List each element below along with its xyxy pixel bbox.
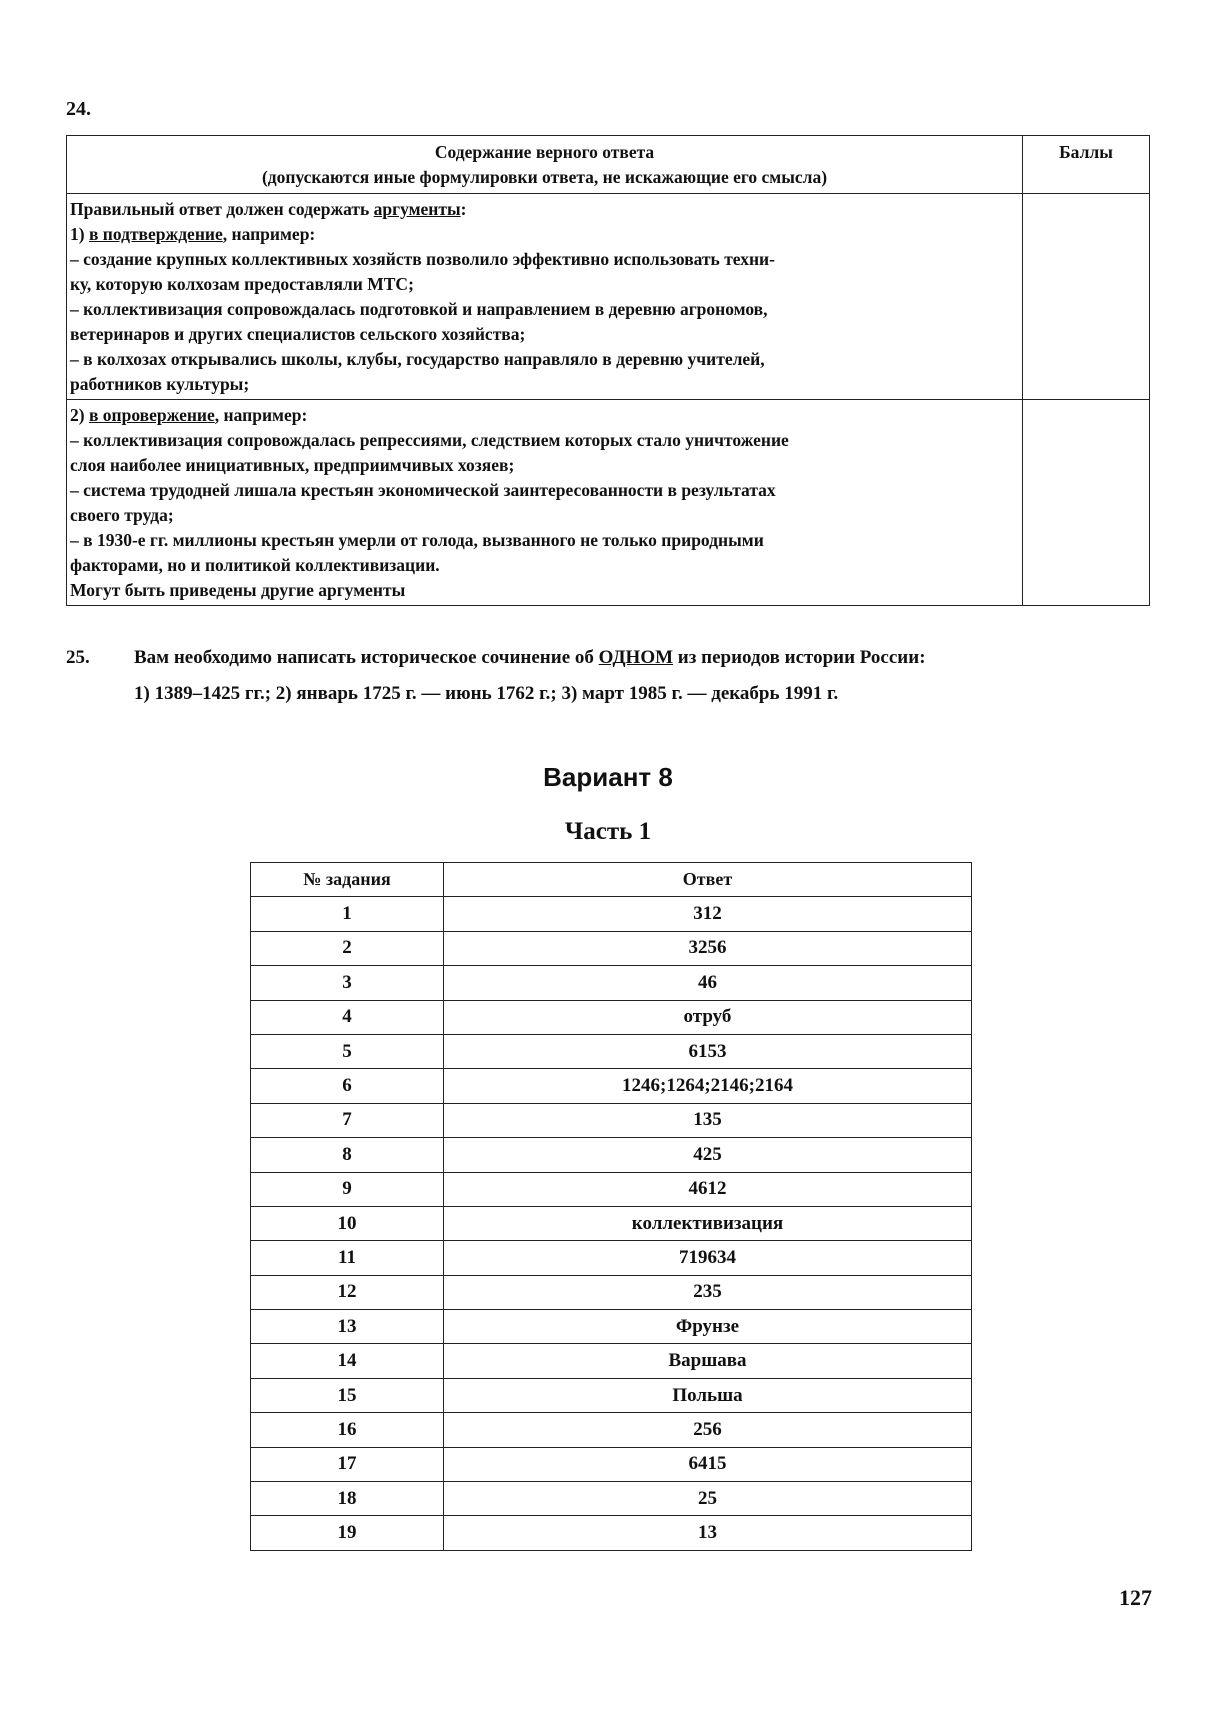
refute-prefix: 2) <box>70 405 89 425</box>
answer-value: 3256 <box>444 931 972 965</box>
answer-value: 135 <box>444 1103 972 1137</box>
answer-task-number: 13 <box>251 1310 444 1344</box>
answer-value: 719634 <box>444 1241 972 1275</box>
confirm-prefix: 1) <box>70 224 89 244</box>
q25-text-prefix: Вам необходимо написать историческое сочинение об <box>134 647 599 668</box>
answer-task-number: 18 <box>251 1482 444 1516</box>
question-24-criteria-table <box>66 135 1150 606</box>
header-content-line1: Содержание верного ответа <box>434 142 655 162</box>
refute-line: факторами, но и политикой коллективизации. <box>70 555 440 575</box>
criteria-confirm-content <box>67 194 1023 400</box>
confirm-line: ветеринаров и других специалистов сельского хозяйства; <box>70 324 526 344</box>
answers-header-row <box>251 863 972 897</box>
criteria-refute-heading <box>70 403 1022 428</box>
answer-task-number: 15 <box>251 1378 444 1412</box>
answer-row <box>251 1275 972 1309</box>
answer-task-number: 11 <box>251 1241 444 1275</box>
answer-task-number: 10 <box>251 1206 444 1240</box>
q25-text-suffix: из периодов истории России: <box>673 647 926 668</box>
answer-task-number: 8 <box>251 1138 444 1172</box>
answer-row <box>251 966 972 1000</box>
answer-value: коллективизация <box>444 1206 972 1240</box>
answer-value: 13 <box>444 1516 972 1550</box>
question-25-text <box>134 640 1154 676</box>
page-number: 127 <box>1119 1585 1152 1610</box>
answer-value: 425 <box>444 1138 972 1172</box>
criteria-refute-content <box>67 400 1023 606</box>
answer-row <box>251 1172 972 1206</box>
answer-task-number: 3 <box>251 966 444 1000</box>
part-title: Часть 1 <box>564 818 652 845</box>
answer-value: 6415 <box>444 1447 972 1481</box>
answer-value: 1246;1264;2146;2164 <box>444 1069 972 1103</box>
answer-row <box>251 1069 972 1103</box>
refute-suffix: , например: <box>214 405 308 425</box>
question-25-periods: 1) 1389–1425 гг.; 2) январь 1725 г. — июнь 1762 г.; 3) март 1985 г. — декабрь 1991 г. <box>134 683 839 704</box>
answer-task-number: 14 <box>251 1344 444 1378</box>
confirm-suffix: , например: <box>222 224 316 244</box>
criteria-row-refute <box>67 400 1150 606</box>
answer-row <box>251 1206 972 1240</box>
answers-body <box>251 897 972 1550</box>
answer-row <box>251 1344 972 1378</box>
refute-underlined: в опровержение <box>88 405 215 425</box>
confirm-line: – коллективизация сопровождалась подготовкой и направлением в деревню агрономов, <box>70 299 768 319</box>
answer-row <box>251 1447 972 1481</box>
answers-table <box>250 862 972 1551</box>
answer-row <box>251 1413 972 1447</box>
intro-suffix: : <box>460 199 467 219</box>
answer-row <box>251 1034 972 1068</box>
criteria-header-row <box>67 136 1150 194</box>
answer-row <box>251 1103 972 1137</box>
intro-underlined: аргументы <box>373 199 461 219</box>
answer-task-number: 16 <box>251 1413 444 1447</box>
criteria-row-confirm <box>67 194 1150 400</box>
answer-row <box>251 1378 972 1412</box>
answer-value: 46 <box>444 966 972 1000</box>
answer-task-number: 6 <box>251 1069 444 1103</box>
answer-task-number: 1 <box>251 897 444 931</box>
confirm-line: – в колхозах открывались школы, клубы, государство направляло в деревню учителей, <box>70 349 765 369</box>
answer-row <box>251 1310 972 1344</box>
answer-row <box>251 897 972 931</box>
answer-row <box>251 1138 972 1172</box>
answer-row <box>251 1482 972 1516</box>
variant-title: Вариант 8 <box>543 762 673 792</box>
confirm-underlined: в подтверждение <box>88 224 223 244</box>
answer-row <box>251 931 972 965</box>
answer-task-number: 19 <box>251 1516 444 1550</box>
answer-value: отруб <box>444 1000 972 1034</box>
refute-line: слоя наиболее инициативных, предприимчивых хозяев; <box>70 455 515 475</box>
answer-value: Польша <box>444 1378 972 1412</box>
answers-header-task: № задания <box>251 863 444 897</box>
answer-task-number: 2 <box>251 931 444 965</box>
answer-task-number: 7 <box>251 1103 444 1137</box>
answer-row <box>251 1241 972 1275</box>
answer-value: Варшава <box>444 1344 972 1378</box>
answer-value: 235 <box>444 1275 972 1309</box>
confirm-line: работников культуры; <box>70 374 250 394</box>
criteria-header-points: Баллы <box>1023 136 1150 194</box>
answer-row <box>251 1516 972 1550</box>
criteria-intro <box>70 197 1022 222</box>
criteria-refute-points <box>1023 400 1150 606</box>
question-25-number: 25. <box>66 647 90 668</box>
answer-task-number: 5 <box>251 1034 444 1068</box>
intro-prefix: Правильный ответ должен содержать <box>70 199 374 219</box>
answer-value: 4612 <box>444 1172 972 1206</box>
answer-task-number: 9 <box>251 1172 444 1206</box>
header-content-line2: (допускаются иные формулировки ответа, не искажающие его смысла) <box>261 167 828 187</box>
answer-value: 256 <box>444 1413 972 1447</box>
answer-value: Фрунзе <box>444 1310 972 1344</box>
answer-task-number: 17 <box>251 1447 444 1481</box>
refute-line: Могут быть приведены другие аргументы <box>70 580 406 600</box>
q25-text-underlined: ОДНОМ <box>598 647 674 668</box>
answer-task-number: 4 <box>251 1000 444 1034</box>
answer-value: 312 <box>444 897 972 931</box>
answers-header-answer: Ответ <box>444 863 972 897</box>
confirm-line: – создание крупных коллективных хозяйств позволило эффективно использовать техни- <box>70 249 775 269</box>
answer-value: 6153 <box>444 1034 972 1068</box>
refute-line: – коллективизация сопровождалась репрессиями, следствием которых стало уничтожение <box>70 430 789 450</box>
criteria-confirm-heading <box>70 222 1022 247</box>
answer-task-number: 12 <box>251 1275 444 1309</box>
refute-line: своего труда; <box>70 505 174 525</box>
answer-value: 25 <box>444 1482 972 1516</box>
refute-line: – в 1930-е гг. миллионы крестьян умерли от голода, вызванного не только природными <box>70 530 764 550</box>
refute-line: – система трудодней лишала крестьян экономической заинтересованности в результатах <box>70 480 776 500</box>
criteria-confirm-points <box>1023 194 1150 400</box>
criteria-header-content <box>67 136 1023 194</box>
confirm-line: ку, которую колхозам предоставляли МТС; <box>70 274 414 294</box>
question-24-number: 24. <box>66 98 91 120</box>
answer-row <box>251 1000 972 1034</box>
